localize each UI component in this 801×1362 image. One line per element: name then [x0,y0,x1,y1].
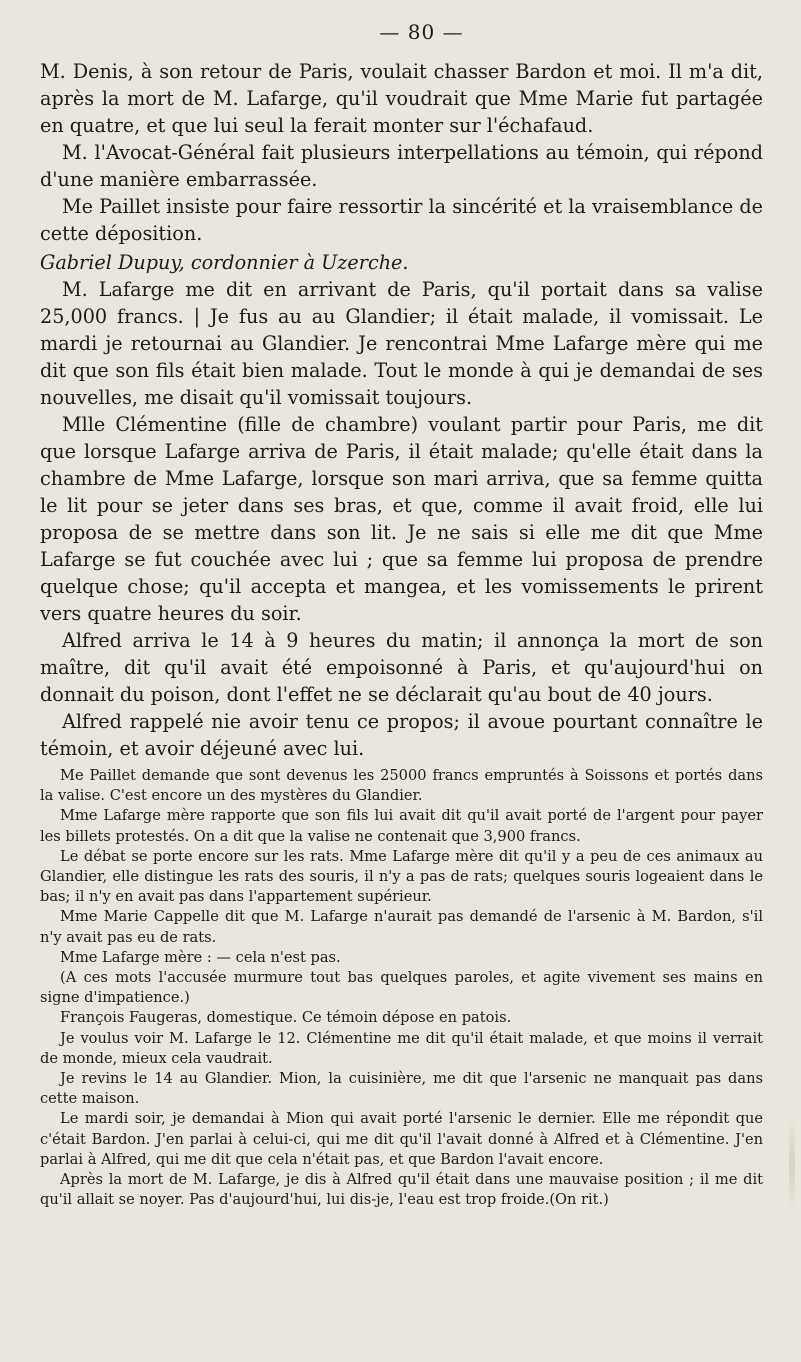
paragraph-alfred-denial: Alfred rappelé nie avoir tenu ce propos; il avoue pourtant connaître le témoin, et avoir déjeuné avec lui. [40,710,763,760]
small-paragraph: Je voulus voir M. Lafarge le 12. Clémentine me dit qu'il était malade, et que moins il verrait de monde, mieux cela vaudrait. [40,1029,763,1067]
small-paragraph: Le mardi soir, je demandai à Mion qui avait porté l'arsenic le dernier. Elle me répondit que c'était Bardon. J'en parlai à celui-ci, qui me dit qu'il l'avait donné à Alfred et à Clémentine. J'en parlai à Alfred, qui me dit que cela n'était pas, et que Bardon l'avait encore. [40,1110,763,1168]
paragraph-avocat-general: M. l'Avocat-Général fait plusieurs interpellations au témoin, qui répond d'une manière embarrassée. [40,141,763,191]
paper-stain [789,1120,795,1210]
small-paragraph: Le débat se porte encore sur les rats. Mme Lafarge mère dit qu'il y a peu de ces animaux au Glandier, elle distingue les rats des souris, il n'y a pas de rats; quelques souris logeaient dans le bas; il n'y en avait pas dans l'appartement supérieur. [40,847,763,906]
paragraph-denis: M. Denis, à son retour de Paris, voulait chasser Bardon et moi. Il m'a dit, après la mort de M. Lafarge, qu'il voudrait que Mme Marie fut partagée en quatre, et que lui seul la ferait monter sur l'échafaud. [40,60,763,137]
small-paragraph: Me Paillet demande que sont devenus les 25000 francs empruntés à Soissons et portés dans la valise. C'est encore un des mystères du Glandier. [40,767,763,805]
page-number: — 80 — [379,20,464,44]
witness-name: Gabriel Dupuy, cordonnier à Uzerche. [40,251,409,274]
small-paragraph: Mme Lafarge mère rapporte que son fils lui avait dit qu'il avait porté de l'argent pour payer les billets protestés. On a dit que la valise ne contenait que 3,900 francs. [40,807,763,845]
small-paragraph: Après la mort de M. Lafarge, je dis à Alfred qu'il était dans une mauvaise position ; il me dit qu'il allait se noyer. Pas d'aujourd'hui, lui dis-je, l'eau est trop froide.(On rit.) [40,1171,763,1209]
small-paragraph: (A ces mots l'accusée murmure tout bas quelques paroles, et agite vivement ses mains en signe d'impatience.) [40,969,763,1007]
small-paragraph: Je revins le 14 au Glandier. Mion, la cuisinière, me dit que l'arsenic ne manquait pas dans cette maison. [40,1070,763,1108]
main-text [40,58,763,762]
small-paragraph: Mme Lafarge mère : — cela n'est pas. [60,948,341,966]
paragraph-lafarge-valise: M. Lafarge me dit en arrivant de Paris, qu'il portait dans sa valise 25,000 francs. | Je fus au au Glandier; il était malade, il vomissait. Le mardi je retournai au Glandier. Je rencontrai Mme Lafarge mère qui me dit que son fils était bien malade. Tout le monde à qui je demandai de ses nouvelles, me disait qu'il vomissait toujours. [40,278,763,409]
paragraph-alfred-arrival: Alfred arriva le 14 à 9 heures du matin; il annonça la mort de son maître, dit qu'il avait été empoisonné à Paris, et qu'aujourd'hui on donnait du poison, dont l'effet ne se déclarait qu'au bout de 40 jours. [40,629,763,706]
small-paragraph: François Faugeras, domestique. Ce témoin dépose en patois. [60,1009,512,1027]
paragraph-clementine: Mlle Clémentine (fille de chambre) voulant partir pour Paris, me dit que lorsque Lafarge arriva de Paris, il était malade; qu'elle était dans la chambre de Mme Lafarge, lorsque son mari arriva, que sa femme quitta le lit pour se jeter dans ses bras, et que, comme il avait froid, elle lui proposa de se mettre dans son lit. Je ne sais si elle me dit que Mme Lafarge se fut couchée avec lui ; que sa femme lui proposa de prendre quelque chose; qu'il accepta et mangea, et les vomissements le prirent vers quatre heures du soir. [40,413,763,625]
small-paragraph: Mme Marie Cappelle dit que M. Lafarge n'aurait pas demandé de l'arsenic à M. Bardon, s'il n'y avait pas eu de rats. [40,908,763,946]
small-print-section [40,766,763,1210]
paragraph-paillet: Me Paillet insiste pour faire ressortir la sincérité et la vraisemblance de cette déposition. [40,195,763,245]
